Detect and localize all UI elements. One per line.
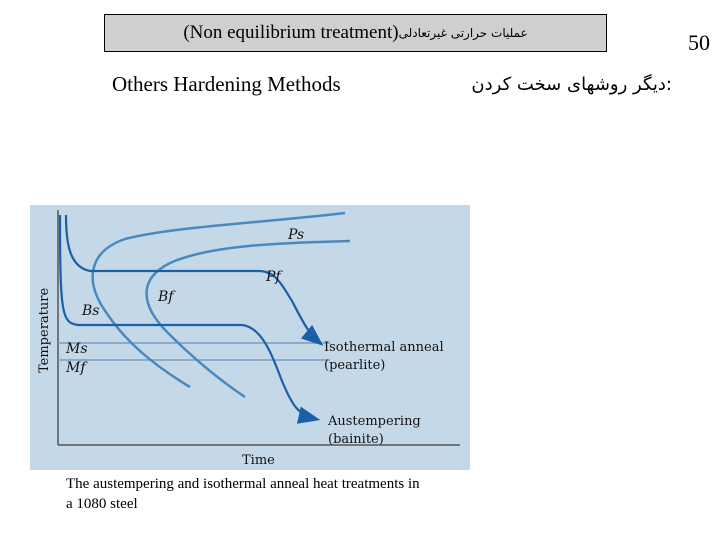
figure-caption: The austempering and isothermal anneal heat treatments in a 1080 steel: [66, 476, 420, 512]
label-bf: Bf: [158, 289, 174, 305]
label-pf: Pf: [266, 269, 281, 285]
label-bainite: (bainite): [328, 432, 384, 447]
title-fa: عملیات حرارتی غیرتعادلی: [398, 26, 528, 40]
title-en: (Non equilibrium treatment): [183, 22, 399, 43]
label-austempering: Austempering: [328, 414, 421, 429]
label-mf: Mf: [66, 360, 86, 376]
label-pearlite: (pearlite): [324, 358, 386, 373]
label-isothermal: Isothermal anneal: [324, 340, 444, 355]
ttt-diagram: [30, 205, 470, 470]
page-number: 50: [688, 30, 710, 55]
label-ms: Ms: [66, 341, 88, 357]
subtitle-persian: :دیگر روشهای سخت کردن: [471, 74, 672, 95]
label-bs: Bs: [82, 303, 100, 319]
x-axis-label: Time: [242, 453, 275, 468]
subtitle-english: Others Hardening Methods: [112, 72, 341, 96]
y-axis-label: Temperature: [37, 287, 52, 373]
label-ps: Ps: [288, 227, 305, 243]
title-box: [104, 14, 607, 52]
